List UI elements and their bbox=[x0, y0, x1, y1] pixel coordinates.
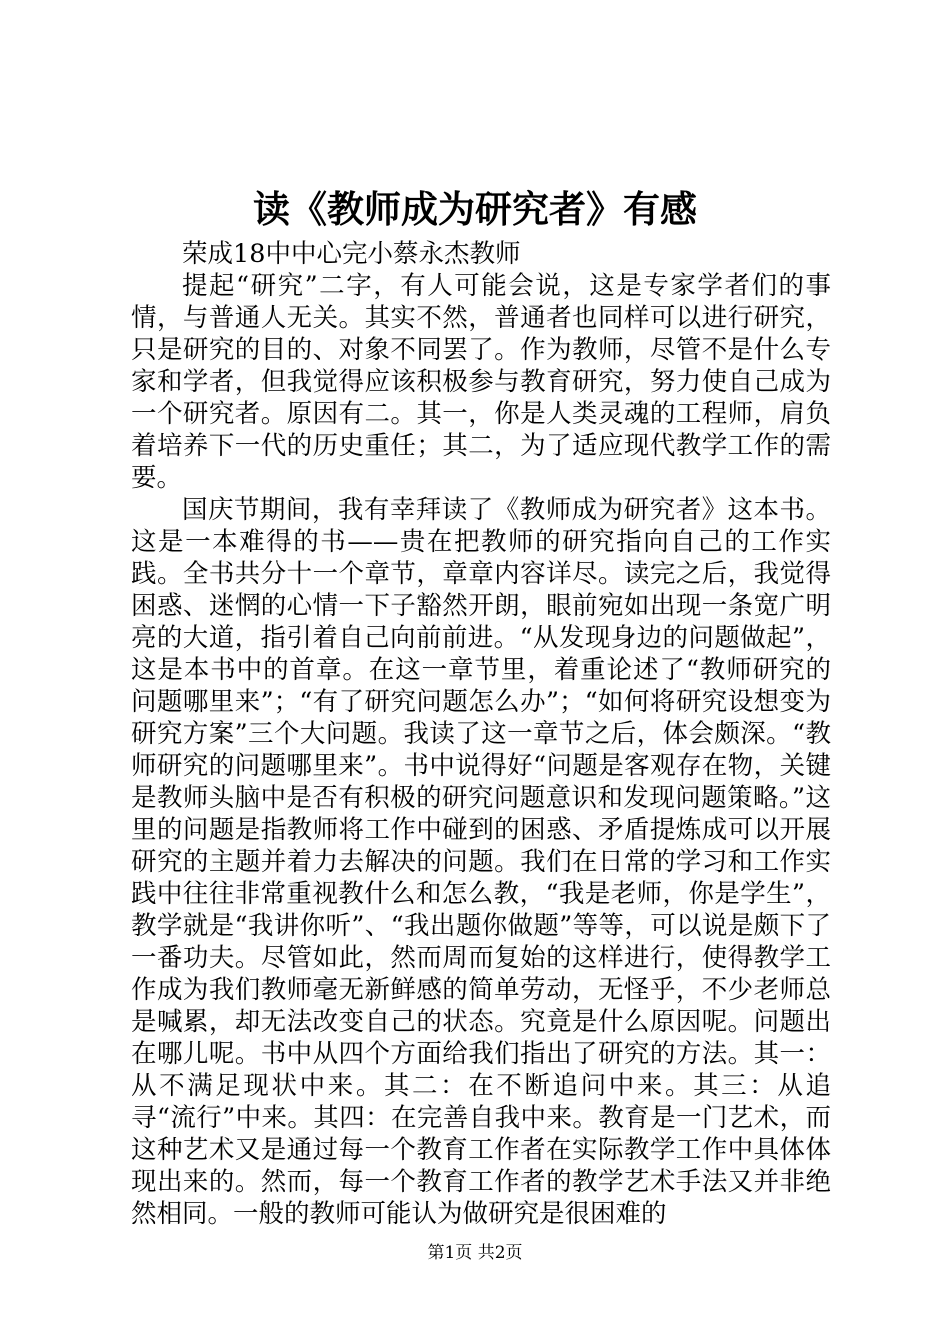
author-line: 荣成18中中心完小蔡永杰教师 bbox=[182, 239, 521, 269]
paragraph-1: 提起“研究”二字，有人可能会说，这是专家学者们的事情，与普通人无关。其实不然，普通者也同样可以进行研究，只是研究的目的、对象不同罢了。作为教师，尽管不是什么专家和学者，但我觉得应该积极参与教育研究，努力使自己成为一个研究者。原因有二。其一，你是人类灵魂的工程师，肩负着培养下一代的历史重任；其二，为了适应现代教学工作的需要。 bbox=[131, 271, 831, 493]
paragraph-2: 国庆节期间，我有幸拜读了《教师成为研究者》这本书。这是一本难得的书——贵在把教师的研究指向自己的工作实践。全书共分十一个章节，章章内容详尽。读完之后，我觉得困惑、迷惘的心情一下子豁然开朗，眼前宛如出现一条宽广明亮的大道，指引着自己向前前进。“从发现身边的问题做起”，这是本书中的首章。在这一章节里，着重论述了“教师研究的问题哪里来”；“有了研究问题怎么办”；“如何将研究设想变为研究方案”三个大问题。我读了这一章节之后，体会颇深。“教师研究的问题哪里来”。书中说得好“问题是客观存在物，关键是教师头脑中是否有积极的研究问题意识和发现问题策略。”这里的问题是指教师将工作中碰到的困惑、矛盾提炼成可以开展研究的主题并着力去解决的问题。我们在日常的学习和工作实践中往往非常重视教什么和怎么教，“我是老师，你是学生”，教学就是“我讲你听”、“我出题你做题”等等，可以说是颇下了一番功夫。尽管如此，然而周而复始的这样进行，使得教学工作成为我们教师毫无新鲜感的简单劳动，无怪乎，不少老师总是喊累，却无法改变自己的状态。究竟是什么原因呢。问题出在哪儿呢。书中从四个方面给我们指出了研究的方法。其一：从不满足现状中来。其二：在不断追问中来。其三：从追寻“流行”中来。其四：在完善自我中来。教育是一门艺术，而这种艺术又是通过每一个教育工作者在实际教学工作中具体体现出来的。然而，每一个教育工作者的教学艺术手法又并非绝然相同。一般的教师可能认为做研究是很困难的 bbox=[131, 495, 831, 1229]
document-body bbox=[131, 238, 831, 1230]
page-footer: 第1页 共2页 bbox=[427, 1243, 523, 1263]
document-title: 读《教师成为研究者》有感 bbox=[253, 187, 697, 231]
